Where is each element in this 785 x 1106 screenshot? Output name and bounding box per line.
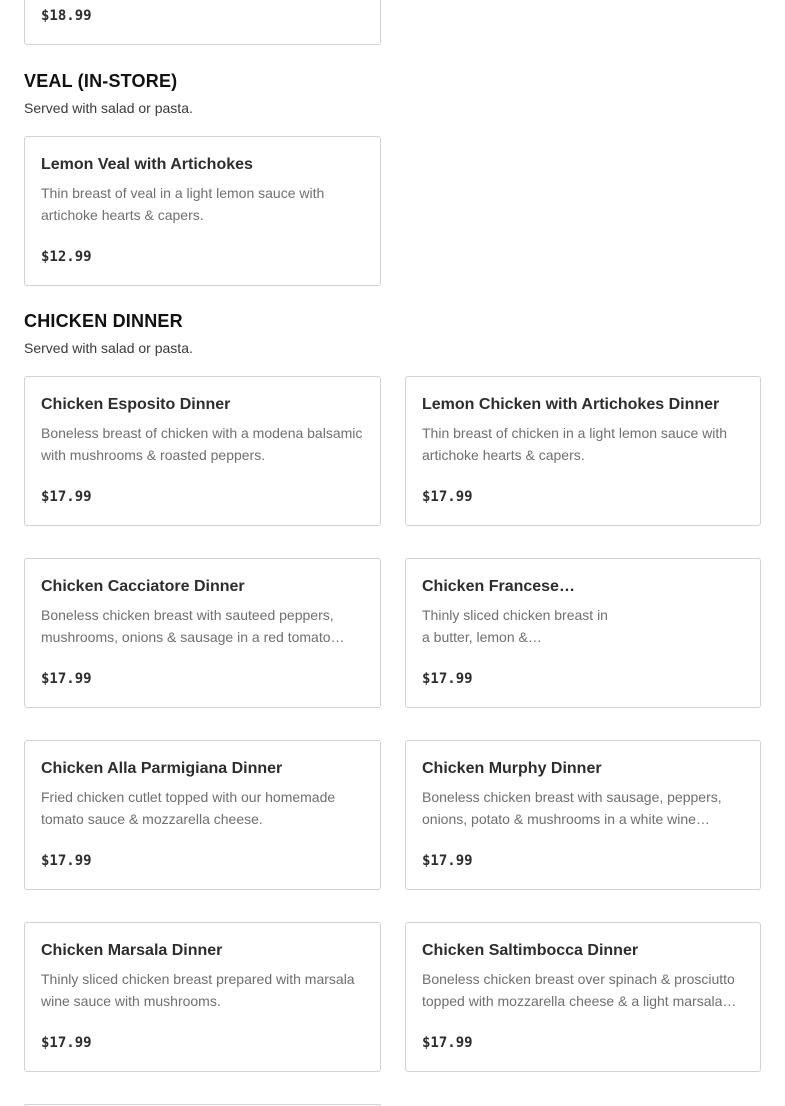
- menu-item-name: Chicken Murphy Dinner: [422, 760, 602, 777]
- menu-item-card[interactable]: [24, 558, 381, 708]
- menu-item-card[interactable]: [405, 558, 761, 708]
- menu-item-price: $17.99: [422, 489, 473, 505]
- menu-item-description: Boneless chicken breast with sausage, peppers, onions, potato & mushrooms in a white wine…: [422, 789, 722, 827]
- menu-item-card[interactable]: [405, 922, 761, 1072]
- menu-item-name: Chicken Esposito Dinner: [41, 396, 231, 413]
- menu-item-card[interactable]: [405, 740, 761, 890]
- menu-item-card[interactable]: [24, 0, 381, 45]
- menu-item-name: Lemon Veal with Artichokes: [41, 156, 253, 173]
- menu-item-card[interactable]: [24, 136, 381, 286]
- menu-item-description: Boneless breast of chicken with a modena balsamic with mushrooms & roasted peppers.: [41, 425, 363, 463]
- menu-item-price: $17.99: [422, 1035, 473, 1051]
- menu-item-price: $17.99: [422, 671, 473, 687]
- menu-item-description: Thinly sliced chicken breast in a butter, lemon &…: [422, 607, 608, 645]
- menu-item-name: Chicken Marsala Dinner: [41, 942, 223, 959]
- section-title-chicken-dinner: CHICKEN DINNER: [24, 311, 183, 331]
- menu-item-price: $17.99: [41, 671, 92, 687]
- menu-item-price: $17.99: [422, 853, 473, 869]
- menu-item-description: Boneless chicken breast with sauteed peppers, mushrooms, onions & sausage in a red tomato…: [41, 607, 345, 645]
- menu-item-card[interactable]: [405, 376, 761, 526]
- menu-item-price: $17.99: [41, 853, 92, 869]
- section-subtitle-chicken-dinner: Served with salad or pasta.: [24, 340, 193, 356]
- menu-item-description: Fried chicken cutlet topped with our homemade tomato sauce & mozzarella cheese.: [41, 789, 336, 827]
- menu-item-description: Thin breast of veal in a light lemon sauce with artichoke hearts & capers.: [41, 185, 325, 223]
- menu-item-price: $18.99: [41, 8, 92, 24]
- menu-item-name: Lemon Chicken with Artichokes Dinner: [422, 396, 720, 413]
- menu-item-description: Thinly sliced chicken breast prepared with marsala wine sauce with mushrooms.: [41, 971, 355, 1009]
- menu-item-price: $17.99: [41, 1035, 92, 1051]
- menu-item-description: Boneless chicken breast over spinach & prosciutto topped with mozzarella cheese & a light marsala…: [422, 971, 737, 1009]
- menu-item-price: $12.99: [41, 249, 92, 265]
- menu-item-card[interactable]: [24, 740, 381, 890]
- menu-item-description: Thin breast of chicken in a light lemon sauce with artichoke hearts & capers.: [422, 425, 728, 463]
- menu-item-card[interactable]: [24, 922, 381, 1072]
- section-subtitle-veal: Served with salad or pasta.: [24, 100, 193, 116]
- menu-item-card[interactable]: [24, 376, 381, 526]
- menu-item-name: Chicken Cacciatore Dinner: [41, 578, 245, 595]
- menu-item-name: Chicken Saltimbocca Dinner: [422, 942, 639, 959]
- menu-item-name: Chicken Alla Parmigiana Dinner: [41, 760, 283, 777]
- section-title-veal: VEAL (IN-STORE): [24, 71, 178, 91]
- menu-item-price: $17.99: [41, 489, 92, 505]
- menu-item-name: Chicken Francese…: [422, 578, 575, 595]
